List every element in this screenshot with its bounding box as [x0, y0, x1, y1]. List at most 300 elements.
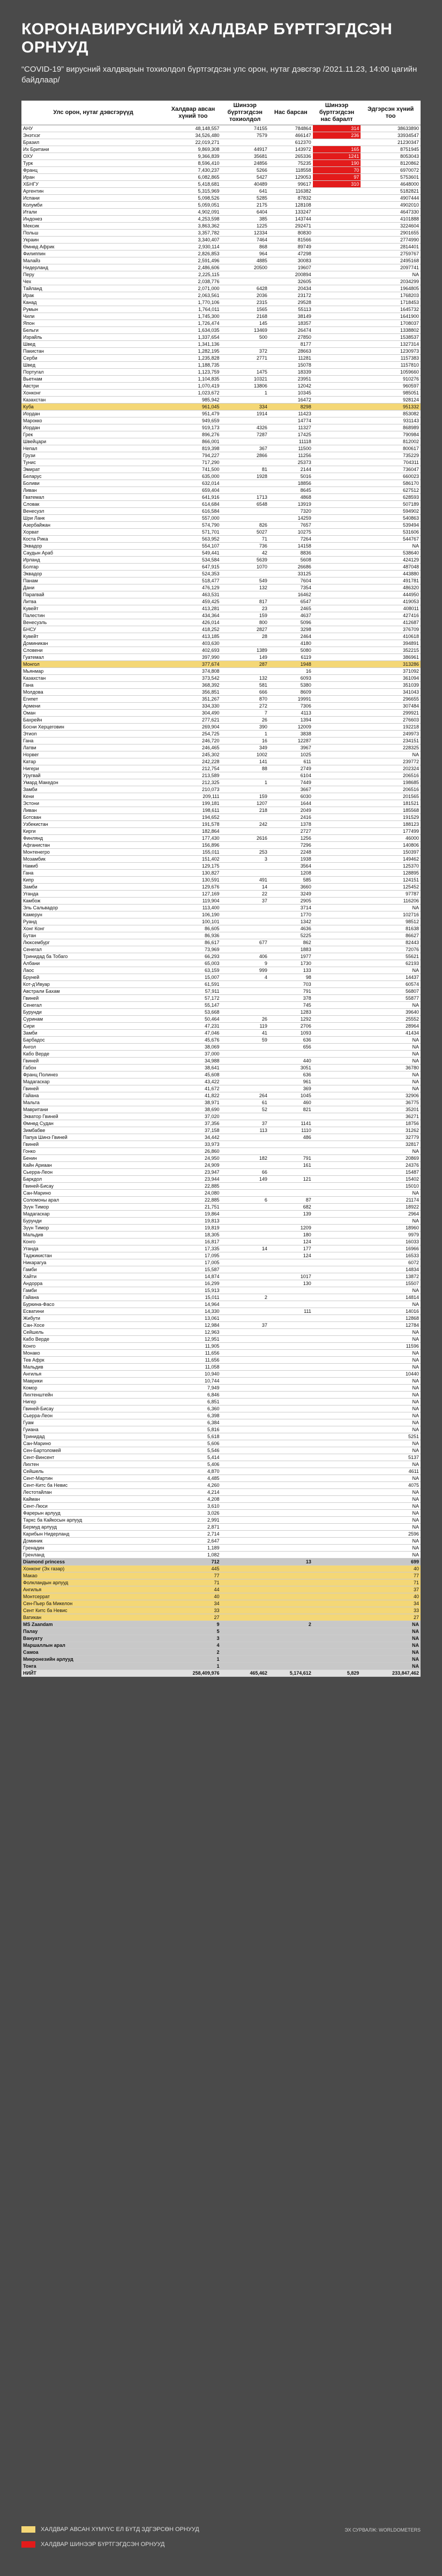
- cell-new: [221, 1642, 269, 1649]
- cell-recovered: 410618: [361, 633, 421, 640]
- cell-country: Грузи: [21, 452, 165, 459]
- cell-total: 15,007: [165, 974, 221, 981]
- cell-recovered: 1538537: [361, 334, 421, 341]
- cell-deaths: [269, 1440, 313, 1447]
- cell-new: 81: [221, 466, 269, 473]
- cell-country: Словени: [21, 647, 165, 654]
- table-row: [21, 438, 421, 445]
- cell-recovered: 12868: [361, 1315, 421, 1322]
- cell-total: 19,864: [165, 1211, 221, 1218]
- cell-new-deaths: [313, 1378, 361, 1385]
- cell-country: Албани: [21, 960, 165, 967]
- cell-total: 6,360: [165, 1405, 221, 1412]
- cell-country: Пакистан: [21, 348, 165, 355]
- cell-new: 372: [221, 348, 269, 355]
- cell-deaths: 1938: [269, 856, 313, 863]
- cell-new-deaths: [313, 1628, 361, 1635]
- cell-new-deaths: [313, 807, 361, 814]
- cell-deaths: 3967: [269, 744, 313, 751]
- table-row: [21, 905, 421, 911]
- cell-new-deaths: [313, 257, 361, 264]
- cell-recovered: 1641900: [361, 313, 421, 320]
- cell-new-deaths: [313, 1141, 361, 1148]
- cell-country: Армени: [21, 703, 165, 710]
- cell-new: [221, 508, 269, 515]
- cell-recovered: 46000: [361, 835, 421, 842]
- table-row: [21, 1642, 421, 1649]
- cell-total: 45,608: [165, 1072, 221, 1078]
- cell-new-deaths: [313, 1072, 361, 1078]
- cell-total: 23,947: [165, 1169, 221, 1176]
- cell-country: Кайман: [21, 1496, 165, 1503]
- table-row: [21, 1510, 421, 1517]
- cell-recovered: 86627: [361, 932, 421, 939]
- cell-total: 199,181: [165, 800, 221, 807]
- cell-new-deaths: [313, 1419, 361, 1426]
- cell-country: Итали: [21, 209, 165, 216]
- cell-deaths: 7296: [269, 842, 313, 849]
- cell-new-deaths: [313, 1517, 361, 1524]
- table-row: [21, 285, 421, 292]
- table-row: [21, 1412, 421, 1419]
- cell-new: 149: [221, 1176, 269, 1183]
- table-row: [21, 223, 421, 230]
- cell-deaths: 1730: [269, 960, 313, 967]
- table-row: [21, 1489, 421, 1496]
- table-row: [21, 508, 421, 515]
- cell-total: 14,964: [165, 1301, 221, 1308]
- table-row: [21, 411, 421, 417]
- cell-deaths: [269, 1614, 313, 1621]
- table-row: [21, 612, 421, 619]
- cell-recovered: NA: [361, 1510, 421, 1517]
- cell-new: 826: [221, 522, 269, 529]
- cell-total: 53,668: [165, 1009, 221, 1016]
- cell-new: [221, 988, 269, 995]
- cell-new-deaths: [313, 1315, 361, 1322]
- cell-total: 18,305: [165, 1232, 221, 1238]
- cell-total: 951,479: [165, 411, 221, 417]
- cell-country: Перу: [21, 271, 165, 278]
- cell-total: 38,069: [165, 1044, 221, 1051]
- table-row: [21, 529, 421, 536]
- table-row: [21, 278, 421, 285]
- table-row: [21, 459, 421, 466]
- cell-total: 356,851: [165, 689, 221, 696]
- cell-new: 24856: [221, 160, 269, 167]
- cell-recovered: 62193: [361, 960, 421, 967]
- table-row: [21, 584, 421, 591]
- cell-recovered: 56807: [361, 988, 421, 995]
- table-row: [21, 793, 421, 800]
- cell-recovered: NA: [361, 1656, 421, 1663]
- cell-total: 3,340,407: [165, 237, 221, 244]
- cell-total: 6,851: [165, 1399, 221, 1405]
- cell-deaths: 585: [269, 877, 313, 884]
- cell-deaths: [269, 1294, 313, 1301]
- cell-recovered: NA: [361, 905, 421, 911]
- cell-new-deaths: [313, 466, 361, 473]
- table-row: [21, 835, 421, 842]
- table-row: [21, 1496, 421, 1503]
- table-row: [21, 1461, 421, 1468]
- legend-item-recovered: [21, 2526, 199, 2533]
- cell-new: 7579: [221, 132, 269, 139]
- cell-new: 800: [221, 619, 269, 626]
- cell-new: 264: [221, 1092, 269, 1099]
- cell-deaths: 17425: [269, 431, 313, 438]
- table-header-row: [21, 101, 421, 125]
- cell-total: 47,231: [165, 1023, 221, 1030]
- cell-new-deaths: [313, 849, 361, 856]
- cell-new-deaths: [313, 1023, 361, 1030]
- cell-new-deaths: [313, 591, 361, 598]
- cell-total: 10,940: [165, 1371, 221, 1378]
- cell-recovered: 206516: [361, 786, 421, 793]
- cell-recovered: 704311: [361, 459, 421, 466]
- table-row: [21, 1252, 421, 1259]
- table-row: [21, 974, 421, 981]
- cell-new: [221, 640, 269, 647]
- cell-total: 26,860: [165, 1148, 221, 1155]
- cell-new: [221, 1503, 269, 1510]
- table-row: [21, 939, 421, 946]
- table-row: [21, 1204, 421, 1211]
- cell-recovered: NA: [361, 1392, 421, 1399]
- cell-new: 16: [221, 738, 269, 744]
- cell-deaths: 130: [269, 1280, 313, 1287]
- cell-country: Франц Полинез: [21, 1072, 165, 1078]
- table-row: [21, 786, 421, 793]
- cell-country: Конго: [21, 1343, 165, 1350]
- cell-country: Мальдив: [21, 1364, 165, 1371]
- cell-country: Суринам: [21, 1016, 165, 1023]
- cell-total: 4,214: [165, 1489, 221, 1496]
- cell-deaths: [269, 1426, 313, 1433]
- cell-new-deaths: [313, 793, 361, 800]
- cell-total: 38,971: [165, 1099, 221, 1106]
- cell-new-deaths: [313, 842, 361, 849]
- cell-deaths: 2248: [269, 849, 313, 856]
- legend-swatch-yellow: [21, 2526, 35, 2533]
- cell-country: Камбож: [21, 898, 165, 905]
- cell-new-deaths: [313, 522, 361, 529]
- cell-new: [221, 1218, 269, 1225]
- cell-deaths: 55113: [269, 306, 313, 313]
- cell-total: 10,744: [165, 1378, 221, 1385]
- cell-deaths: [269, 1628, 313, 1635]
- cell-deaths: 1394: [269, 717, 313, 724]
- cell-new-deaths: [313, 995, 361, 1002]
- cell-total: 66,293: [165, 953, 221, 960]
- cell-deaths: 8609: [269, 689, 313, 696]
- cell-new-deaths: [313, 1190, 361, 1197]
- cell-total: 5,546: [165, 1447, 221, 1454]
- table-row: [21, 1635, 421, 1642]
- cell-country: Парагвай: [21, 591, 165, 598]
- cell-recovered: 1230973: [361, 348, 421, 355]
- cell-recovered: NA: [361, 1190, 421, 1197]
- cell-deaths: 369: [269, 1085, 313, 1092]
- cell-deaths: 6093: [269, 675, 313, 682]
- cell-total: 741,500: [165, 466, 221, 473]
- cell-recovered: 16966: [361, 1245, 421, 1252]
- cell-total: 13,061: [165, 1315, 221, 1322]
- cell-country: Өмнөд Африк: [21, 244, 165, 250]
- cell-new: 71: [221, 536, 269, 543]
- cell-recovered: 21230347: [361, 139, 421, 146]
- table-row: [21, 960, 421, 967]
- cell-total: 574,790: [165, 522, 221, 529]
- table-row: [21, 174, 421, 181]
- cell-new-deaths: [313, 911, 361, 918]
- cell-new: 13469: [221, 327, 269, 334]
- cell-new: 6548: [221, 501, 269, 508]
- cell-new-deaths: 314: [313, 125, 361, 132]
- cell-new: 406: [221, 953, 269, 960]
- cell-new: 390: [221, 724, 269, 731]
- cell-new: 242: [221, 821, 269, 828]
- cell-country: АНУ: [21, 125, 165, 132]
- cell-new-deaths: [313, 605, 361, 612]
- cell-deaths: 3714: [269, 905, 313, 911]
- cell-new: [221, 1051, 269, 1058]
- cell-recovered: NA: [361, 1412, 421, 1419]
- cell-deaths: 3660: [269, 884, 313, 891]
- cell-country: ХБНГУ: [21, 181, 165, 188]
- table-row: [21, 877, 421, 884]
- cell-new: [221, 1412, 269, 1419]
- page-title: КОРОНАВИРУСНИЙ ХАЛДВАР БҮРТГЭГДСЭН ОРНУУД: [21, 20, 393, 56]
- legend-swatch-red: [21, 2541, 35, 2548]
- cell-deaths: [269, 1051, 313, 1058]
- cell-new-deaths: [313, 1440, 361, 1447]
- cell-new-deaths: [313, 1371, 361, 1378]
- cell-deaths: 2905: [269, 898, 313, 905]
- cell-country: Мавритани: [21, 1106, 165, 1113]
- cell-new-deaths: [313, 313, 361, 320]
- table-row: [21, 703, 421, 710]
- cell-recovered: 487048: [361, 564, 421, 571]
- table-row: [21, 202, 421, 209]
- cell-total: 9,869,308: [165, 146, 221, 153]
- cell-new: [221, 1058, 269, 1065]
- cell-recovered: 660023: [361, 473, 421, 480]
- table-row: [21, 424, 421, 431]
- cell-new: 13806: [221, 383, 269, 390]
- cell-deaths: 10345: [269, 390, 313, 397]
- cell-deaths: 821: [269, 1106, 313, 1113]
- cell-new: 1: [221, 731, 269, 738]
- cell-recovered: 32817: [361, 1141, 421, 1148]
- cell-country: Бахрейн: [21, 717, 165, 724]
- cell-new: 28: [221, 633, 269, 640]
- cell-new: [221, 932, 269, 939]
- table-row: [21, 800, 421, 807]
- table-row: [21, 550, 421, 557]
- cell-new: [221, 362, 269, 369]
- cell-new: [221, 911, 269, 918]
- cell-deaths: [269, 1566, 313, 1572]
- cell-recovered: 181521: [361, 800, 421, 807]
- table-row: [21, 1085, 421, 1092]
- cell-total: 2,071,000: [165, 285, 221, 292]
- cell-total: 549,441: [165, 550, 221, 557]
- cell-total: 1,764,011: [165, 306, 221, 313]
- col-header-new: Шинээр бүртгэгдсэн тохиолдол: [221, 101, 269, 125]
- cell-new: 37: [221, 898, 269, 905]
- cell-total: 459,425: [165, 598, 221, 605]
- cell-total: 3: [165, 1635, 221, 1642]
- cell-country: Монгол: [21, 661, 165, 668]
- cell-recovered: 394891: [361, 640, 421, 647]
- cell-deaths: [269, 1113, 313, 1120]
- cell-recovered: NA: [361, 1085, 421, 1092]
- cell-deaths: [269, 1468, 313, 1475]
- table-row: [21, 807, 421, 814]
- cell-total: 571,701: [165, 529, 221, 536]
- cell-country: Ирланд: [21, 557, 165, 564]
- cell-country: Сенегал: [21, 946, 165, 953]
- table-row: [21, 487, 421, 494]
- cell-country: Гамби: [21, 1266, 165, 1273]
- cell-total: 632,014: [165, 480, 221, 487]
- cell-deaths: 129053: [269, 174, 313, 181]
- cell-country: Бельги: [21, 327, 165, 334]
- cell-new: 40489: [221, 181, 269, 188]
- cell-deaths: [269, 1385, 313, 1392]
- cell-new: 817: [221, 598, 269, 605]
- table-row: [21, 1294, 421, 1301]
- cell-total: 198,611: [165, 807, 221, 814]
- cell-new: 14: [221, 884, 269, 891]
- cell-country: Доминикан: [21, 640, 165, 647]
- group-cell-deaths: 13: [269, 1559, 313, 1566]
- cell-new: [221, 1468, 269, 1475]
- cell-recovered: 4907444: [361, 195, 421, 202]
- cell-total: 45,676: [165, 1037, 221, 1044]
- cell-total: 38,690: [165, 1106, 221, 1113]
- cell-new-deaths: [313, 946, 361, 953]
- cell-new: 22: [221, 891, 269, 898]
- cell-deaths: 143744: [269, 216, 313, 223]
- cell-new: [221, 1517, 269, 1524]
- cell-new-deaths: [313, 306, 361, 313]
- cell-total: 5,098,526: [165, 195, 221, 202]
- table-row: [21, 1155, 421, 1162]
- cell-new: 334: [221, 404, 269, 411]
- group-cell-new_deaths: [313, 1621, 361, 1628]
- cell-total: 1,235,828: [165, 355, 221, 362]
- cell-deaths: 2416: [269, 814, 313, 821]
- cell-total: 24,950: [165, 1155, 221, 1162]
- cell-country: Израйль: [21, 334, 165, 341]
- cell-new-deaths: [313, 564, 361, 571]
- cell-country: Уганда: [21, 891, 165, 898]
- cell-new: 14: [221, 1245, 269, 1252]
- cell-recovered: 491781: [361, 577, 421, 584]
- cell-new-deaths: [313, 536, 361, 543]
- table-row: [21, 1113, 421, 1120]
- cell-deaths: 47298: [269, 250, 313, 257]
- cell-recovered: 1338802: [361, 327, 421, 334]
- cell-recovered: 202324: [361, 765, 421, 772]
- cell-country: Папуа Шинэ Гвиней: [21, 1134, 165, 1141]
- cell-recovered: 82443: [361, 939, 421, 946]
- cell-total: 106,190: [165, 911, 221, 918]
- cell-new-deaths: [313, 543, 361, 550]
- cell-new-deaths: [313, 1009, 361, 1016]
- cell-new-deaths: [313, 473, 361, 480]
- cell-deaths: 25373: [269, 459, 313, 466]
- cell-new-deaths: [313, 925, 361, 932]
- cell-new-deaths: [313, 584, 361, 591]
- cell-recovered: 868989: [361, 424, 421, 431]
- cell-country: Сири: [21, 1023, 165, 1030]
- cell-total: 2,714: [165, 1531, 221, 1538]
- cell-total: 1: [165, 1663, 221, 1670]
- cell-country: Вьетнам: [21, 376, 165, 383]
- cell-new-deaths: [313, 1294, 361, 1301]
- cell-country: Куба: [21, 404, 165, 411]
- cell-recovered: 140806: [361, 842, 421, 849]
- cell-recovered: 307484: [361, 703, 421, 710]
- cell-new-deaths: [313, 348, 361, 355]
- cell-recovered: NA: [361, 1545, 421, 1552]
- cell-new: [221, 1635, 269, 1642]
- cell-total: 524,353: [165, 571, 221, 577]
- cell-new: [221, 1148, 269, 1155]
- cell-deaths: [269, 1350, 313, 1357]
- cell-total: 961,045: [165, 404, 221, 411]
- cell-country: Португал: [21, 369, 165, 376]
- cell-new-deaths: [313, 1572, 361, 1579]
- cell-new-deaths: [313, 1169, 361, 1176]
- table-row: [21, 348, 421, 355]
- cell-total: 5,618: [165, 1433, 221, 1440]
- table-row: [21, 257, 421, 264]
- cell-recovered: 928124: [361, 397, 421, 404]
- cell-recovered: 13872: [361, 1273, 421, 1280]
- cell-new-deaths: [313, 870, 361, 877]
- cell-recovered: 931143: [361, 417, 421, 424]
- cell-country: Венесуэл: [21, 508, 165, 515]
- cell-recovered: 18922: [361, 1204, 421, 1211]
- cell-recovered: 71: [361, 1579, 421, 1586]
- cell-country: Гуиана: [21, 1426, 165, 1433]
- cell-new: [221, 981, 269, 988]
- cell-recovered: 2097741: [361, 264, 421, 271]
- cell-new: 870: [221, 696, 269, 703]
- table-row: [21, 237, 421, 244]
- cell-country: Монако: [21, 1350, 165, 1357]
- table-row: [21, 417, 421, 424]
- cell-deaths: 3838: [269, 731, 313, 738]
- cell-country: Их Британи: [21, 146, 165, 153]
- cell-total: 14,874: [165, 1273, 221, 1280]
- cell-deaths: 1141: [269, 1120, 313, 1127]
- cell-new: [221, 1392, 269, 1399]
- cell-deaths: 2144: [269, 466, 313, 473]
- cell-new-deaths: [313, 1357, 361, 1364]
- cell-total: 55,147: [165, 1002, 221, 1009]
- cell-new: 2: [221, 1294, 269, 1301]
- table-row: [21, 1197, 421, 1204]
- table-row: [21, 397, 421, 404]
- cell-new-deaths: [313, 1218, 361, 1225]
- cell-total: 1,188,735: [165, 362, 221, 369]
- cell-new: 41: [221, 1030, 269, 1037]
